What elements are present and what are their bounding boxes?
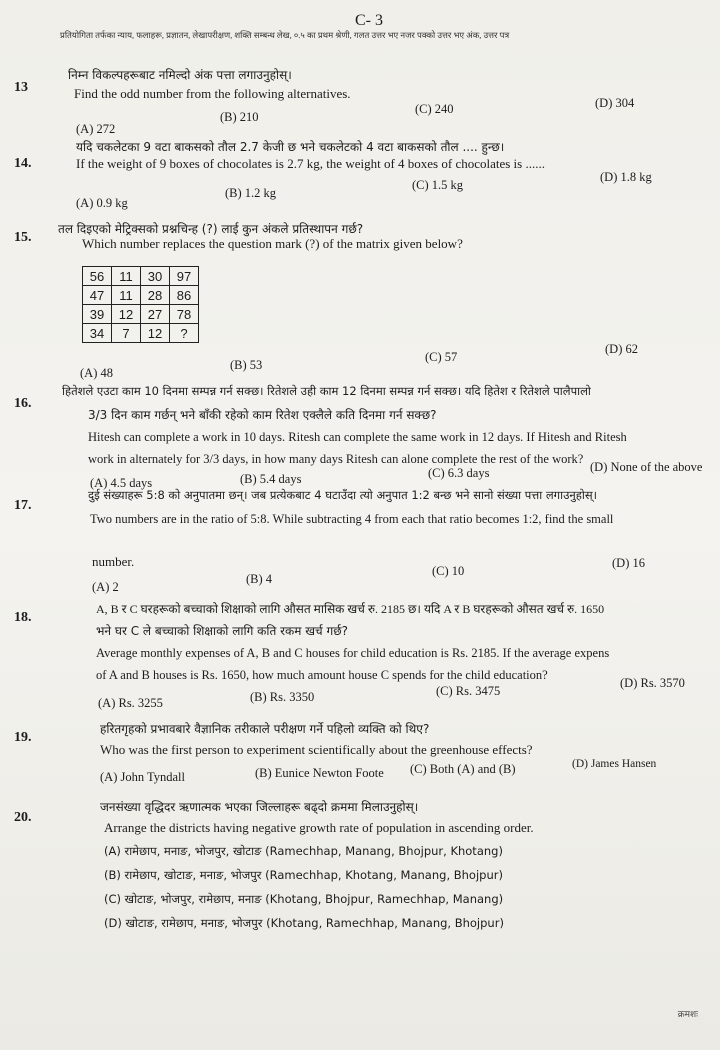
option-b[interactable]: (B) रामेछाप, खोटाङ, मनाङ, भोजपुर (Ramechhap, Khotang, Manang, Bhojpur) — [104, 868, 503, 882]
option-a[interactable]: (A) 4.5 days — [90, 476, 153, 490]
option-a[interactable]: (A) 2 — [92, 580, 119, 594]
matrix-cell: 47 — [83, 286, 112, 305]
matrix-cell: 7 — [112, 324, 141, 343]
option-b[interactable]: (B) 4 — [246, 572, 273, 586]
option-a[interactable]: (A) 272 — [76, 122, 116, 136]
question-number: 13 — [14, 80, 28, 95]
option-d[interactable]: (D) खोटाङ, रामेछाप, मनाङ, भोजपुर (Khotang, Ramechhap, Manang, Bhojpur) — [104, 916, 504, 930]
option-c[interactable]: (C) 57 — [425, 350, 458, 364]
option-d[interactable]: (D) 304 — [595, 96, 635, 110]
option-c[interactable]: (C) 6.3 days — [428, 466, 490, 480]
matrix-cell: 86 — [170, 286, 199, 305]
option-b[interactable]: (B) 5.4 days — [240, 472, 302, 486]
question-text-english: work in alternately for 3/3 days, in how many days Ritesh can alone complete the rest of the work? — [88, 452, 584, 466]
option-b[interactable]: (B) Rs. 3350 — [250, 690, 315, 704]
question-number: 20. — [14, 810, 32, 825]
question-text-nepali: जनसंख्या वृद्धिदर ऋणात्मक भएका जिल्लाहरू बढ्दो क्रममा मिलाउनुहोस्। — [100, 800, 419, 814]
question-text-nepali: हितेशले एउटा काम 10 दिनमा सम्पन्न गर्न सक्छ। रितेशले उही काम 12 दिनमा सम्पन्न गर्न सक्छ। यदि हितेश र रितेशले पालैपालो — [62, 384, 591, 398]
option-b[interactable]: (B) 53 — [230, 358, 263, 372]
number-matrix — [82, 266, 199, 343]
matrix-row — [83, 324, 199, 343]
option-d[interactable]: (D) Rs. 3570 — [620, 676, 685, 690]
matrix-cell: 27 — [141, 305, 170, 324]
option-d[interactable]: (D) 16 — [612, 556, 645, 570]
option-a[interactable]: (A) 0.9 kg — [76, 196, 128, 210]
question-text-english: of A and B houses is Rs. 1650, how much amount house C spends for the child education? — [96, 668, 548, 682]
option-d[interactable]: (D) None of the above — [590, 460, 703, 474]
option-a[interactable]: (A) John Tyndall — [100, 770, 185, 784]
question-text-nepali: दुई संख्याहरू 5:8 को अनुपातमा छन्। जब प्रत्येकबाट 4 घटाउँदा त्यो अनुपात 1:2 बन्छ भने सानो संख्या पत्ता लगाउनुहोस्। — [88, 488, 598, 502]
question-text-english: Two numbers are in the ratio of 5:8. While subtracting 4 from each that ratio becomes 1:2, find the small — [90, 512, 614, 526]
question-number: 18. — [14, 610, 32, 625]
option-c[interactable]: (C) 240 — [415, 102, 454, 116]
matrix-row — [83, 267, 199, 286]
matrix-cell: 12 — [141, 324, 170, 343]
question-text-english: Which number replaces the question mark (?) of the matrix given below? — [82, 236, 463, 251]
matrix-cell: 34 — [83, 324, 112, 343]
matrix-cell: 28 — [141, 286, 170, 305]
page-number: C- 3 — [355, 12, 383, 29]
question-text-nepali: भने घर C ले बच्चाको शिक्षाको लागि कति रकम खर्च गर्छ? — [96, 624, 349, 638]
question-text-english: Hitesh can complete a work in 10 days. Ritesh can complete the same work in 12 days. If Hitesh and Ritesh — [88, 430, 627, 444]
matrix-row — [83, 305, 199, 324]
question-text-english: If the weight of 9 boxes of chocolates is 2.7 kg, the weight of 4 boxes of chocolates is ...... — [76, 156, 545, 171]
question-number: 16. — [14, 396, 32, 411]
matrix-row — [83, 286, 199, 305]
option-a[interactable]: (A) 48 — [80, 366, 113, 380]
question-text-nepali: हरितगृहको प्रभावबारे वैज्ञानिक तरीकाले परीक्षण गर्ने पहिलो व्यक्ति को थिए? — [100, 722, 430, 736]
question-number: 14. — [14, 156, 32, 171]
option-b[interactable]: (B) Eunice Newton Foote — [255, 766, 384, 780]
option-d[interactable]: (D) 62 — [605, 342, 638, 356]
matrix-cell: 56 — [83, 267, 112, 286]
option-d[interactable]: (D) 1.8 kg — [600, 170, 652, 184]
question-text-nepali: निम्न विकल्पहरूबाट नमिल्दो अंक पत्ता लगाउनुहोस्। — [68, 68, 292, 82]
matrix-cell: 39 — [83, 305, 112, 324]
question-number: 17. — [14, 498, 32, 513]
matrix-cell: ? — [170, 324, 199, 343]
option-a[interactable]: (A) Rs. 3255 — [98, 696, 163, 710]
continued-note: क्रमशः — [677, 1010, 698, 1020]
matrix-cell: 97 — [170, 267, 199, 286]
matrix-cell: 30 — [141, 267, 170, 286]
question-number: 19. — [14, 730, 32, 745]
question-text-nepali: तल दिइएको मेट्रिक्सको प्रश्नचिन्ह (?) लाई कुन अंकले प्रतिस्थापन गर्छ? — [58, 222, 364, 236]
option-d[interactable]: (D) James Hansen — [572, 758, 657, 770]
option-b[interactable]: (B) 210 — [220, 110, 259, 124]
instruction-line: प्रतियोगिता तर्फका न्याय, फलाहरू, प्रज्ञातन, लेखापरीक्षण, शक्ति सम्बन्ध लेख, ०.५ का प्रथम श्रेणी, गलत उत्तर भए नजर पक्को उत्तर भए अंक, उत्तर पत्र — [60, 30, 510, 40]
question-text-english: Average monthly expenses of A, B and C houses for child education is Rs. 2185. If the average expens — [96, 646, 610, 660]
option-c[interactable]: (C) 10 — [432, 564, 465, 578]
question-text-nepali: 3/3 दिन काम गर्छन् भने बाँकी रहेको काम रितेश एक्लैले कति दिनमा गर्न सक्छ? — [88, 408, 437, 422]
option-c[interactable]: (C) Rs. 3475 — [436, 684, 501, 698]
question-text-english: Find the odd number from the following alternatives. — [74, 86, 351, 101]
option-b[interactable]: (B) 1.2 kg — [225, 186, 277, 200]
matrix-cell: 11 — [112, 286, 141, 305]
question-text-english: Who was the first person to experiment scientifically about the greenhouse effects? — [100, 742, 533, 757]
matrix-cell: 11 — [112, 267, 141, 286]
question-number: 15. — [14, 230, 32, 245]
matrix-cell: 78 — [170, 305, 199, 324]
option-c[interactable]: (C) खोटाङ, भोजपुर, रामेछाप, मनाङ (Khotang, Bhojpur, Ramechhap, Manang) — [104, 892, 504, 906]
question-text-english: Arrange the districts having negative growth rate of population in ascending order. — [104, 820, 534, 835]
question-text-nepali: यदि चकलेटका 9 वटा बाकसको तौल 2.7 केजी छ भने चकलेटको 4 वटा बाकसको तौल .... हुन्छ। — [76, 140, 505, 154]
question-text-nepali: A, B र C घरहरूको बच्चाको शिक्षाको लागि औसत मासिक खर्च रु. 2185 छ। यदि A र B घरहरूको औसत खर्च रु. 1650 — [96, 602, 605, 616]
matrix-cell: 12 — [112, 305, 141, 324]
option-c[interactable]: (C) 1.5 kg — [412, 178, 464, 192]
option-a[interactable]: (A) रामेछाप, मनाङ, भोजपुर, खोटाङ (Ramechhap, Manang, Bhojpur, Khotang) — [104, 844, 503, 858]
question-text-english: number. — [92, 554, 135, 569]
option-c[interactable]: (C) Both (A) and (B) — [410, 762, 516, 776]
